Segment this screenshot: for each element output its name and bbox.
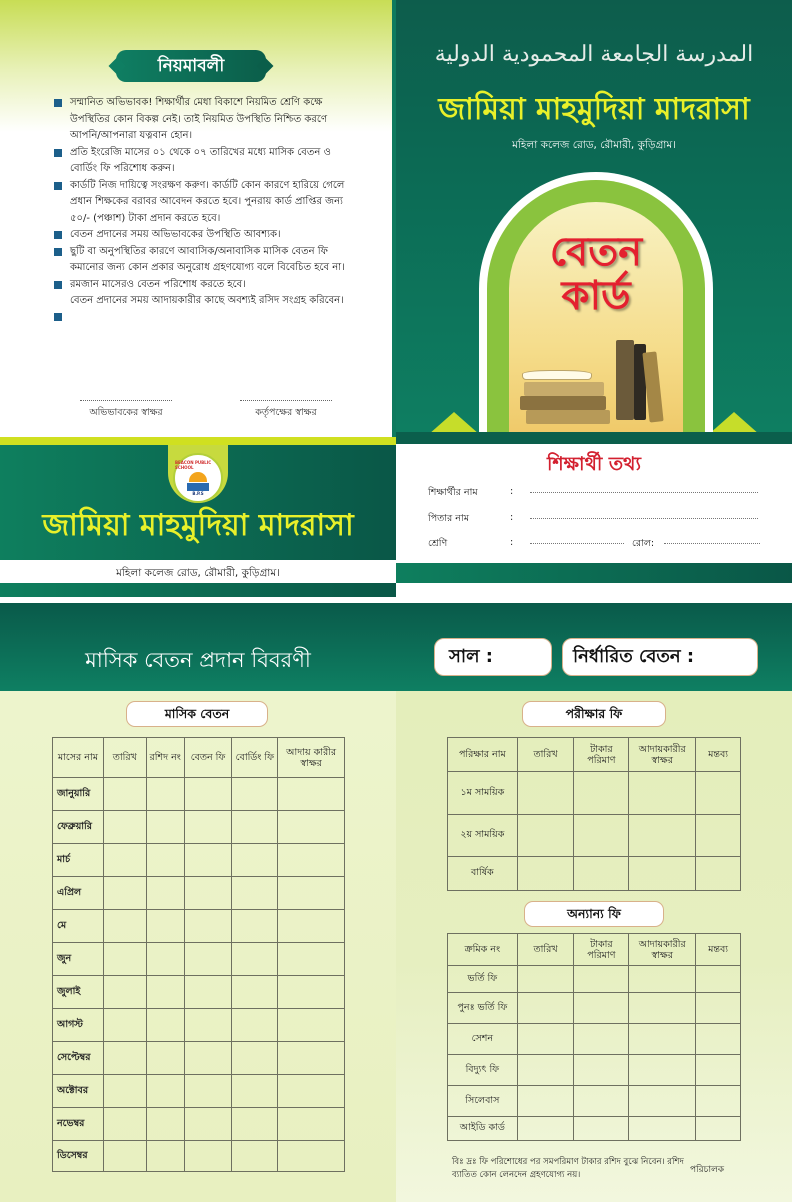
column-header: মন্তব্য <box>696 738 741 772</box>
rule-item: প্রতি ইংরেজি মাসের ০১ থেকে ০৭ তারিখের মধ্যে মাসিক বেতন ও বোর্ডিং ফি পরিশোধ করুন। <box>54 145 346 178</box>
colon: : <box>510 537 514 548</box>
table-row: পুনঃ ভর্তি ফি <box>448 993 741 1024</box>
column-header: পরিক্ষার নাম <box>448 738 518 772</box>
cover-ribbon-band <box>396 432 792 444</box>
column-header: বোর্ডিং ফি <box>232 738 278 778</box>
year-field[interactable]: সাল : <box>434 638 552 676</box>
father-name-label: পিতার নাম <box>428 513 469 524</box>
table-row: জুলাই <box>53 976 345 1009</box>
table-row: এপ্রিল <box>53 877 345 910</box>
bottom-strip-left <box>0 583 396 597</box>
bottom-strip-right <box>396 563 792 583</box>
monthly-salary-table <box>52 737 345 1172</box>
rule-item: বেতন প্রদানের সময় অভিভাবকের উপস্থিতি আবশ্যক। <box>54 227 346 244</box>
class-field[interactable] <box>530 543 624 544</box>
column-header: তারিখ <box>517 934 574 966</box>
table-row: সেশন <box>448 1024 741 1055</box>
monthly-heading: মাসিক বেতন প্রদান বিবরণী <box>85 648 311 672</box>
column-header: তারিখ <box>103 738 146 778</box>
card-title: বেতন কার্ড <box>549 229 643 319</box>
table-row: মে <box>53 910 345 943</box>
books-icon <box>516 340 666 435</box>
colon: : <box>510 512 514 523</box>
column-header: রশিদ নং <box>146 738 184 778</box>
table-row: মার্চ <box>53 844 345 877</box>
table-row: আইডি কার্ড <box>448 1117 741 1141</box>
column-header: টাকার পরিমাণ <box>574 738 629 772</box>
square-bullet-icon <box>54 313 62 321</box>
table-row: সেপ্টেম্বর <box>53 1042 345 1075</box>
column-header: বেতন ফি <box>184 738 232 778</box>
table-row: ১ম সাময়িক <box>448 772 741 815</box>
school-address-back: মহিলা কলেজ রোড, রৌমারী, কুড়িগ্রাম। <box>0 563 396 583</box>
square-bullet-icon <box>54 99 62 107</box>
school-logo <box>173 453 223 503</box>
student-name-label: শিক্ষার্থীর নাম <box>428 487 478 498</box>
table-row: ডিসেম্বর <box>53 1141 345 1172</box>
roll-field[interactable] <box>664 543 760 544</box>
column-header: টাকার পরিমাণ <box>574 934 629 966</box>
director-signature-label: পরিচালক <box>690 1165 725 1175</box>
monthly-section-label: মাসিক বেতন <box>126 701 268 727</box>
column-header: আদায় কারীর স্বাক্ষর <box>278 738 345 778</box>
other-fee-table <box>447 933 741 1141</box>
column-header: মাসের নাম <box>53 738 104 778</box>
student-name-field[interactable] <box>530 492 758 493</box>
table-row: জুন <box>53 943 345 976</box>
class-label: শ্রেণি <box>428 538 448 549</box>
school-name-back: জামিয়া মাহমুদিয়া মাদরাসা <box>42 508 354 543</box>
rule-item: কার্ডটি নিজ দায়িত্বে সংরক্ষণ করুণ। কার্ডটি কোন কারণে হারিয়ে গেলে প্রধান শিক্ষকের বরাবর আবেদন করতে হবে। পুনরায় কার্ড প্রাপ্তির জন্য ৫০/- (পঞ্চাশ) টাকা প্রদান করতে হবে। <box>54 178 346 228</box>
guardian-signature-line <box>80 400 172 401</box>
table-row: সিলেবাস <box>448 1086 741 1117</box>
other-fee-section-label: অন্যান্য ফি <box>524 901 664 927</box>
table-row: নভেম্বর <box>53 1108 345 1141</box>
square-bullet-icon <box>54 182 62 190</box>
column-header: ক্রমিক নং <box>448 934 518 966</box>
table-row: ভর্তি ফি <box>448 966 741 993</box>
guardian-signature-label: অভিভাবকের স্বাক্ষর <box>89 407 163 418</box>
table-row: জানুয়ারি <box>53 778 345 811</box>
table-row: বার্ষিক <box>448 857 741 891</box>
fixed-salary-field[interactable]: নির্ধারিত বেতন : <box>562 638 758 676</box>
authority-signature-label: কর্তৃপক্ষের স্বাক্ষর <box>255 407 317 418</box>
footer-note: বিঃ দ্রঃ ফি পরিশোধের পর সমপরিমাণ টাকার রশিদ বুঝে নিবেন। রশিদ ব্যাতিত কোন লেনদেন গ্রহণযোগ্য নয়। <box>452 1157 684 1180</box>
rule-item: বেতন প্রদানের সময় আদায়কারীর কাছে অবশ্যই রসিদ সংগ্রহ করিবেন। <box>54 293 346 310</box>
rule-item: সম্মানিত অভিভাবক! শিক্ষার্থীর মেধা বিকাশে নিয়মিত শ্রেণি কক্ষে উপস্থিতির কোন বিকল্প নেই। তাই নিয়মিত উপস্থিতি নিশ্চিত করণে আপনি/আপনারা যত্নবান হোন। <box>54 95 346 145</box>
banner-yellow-stripe <box>0 437 396 445</box>
column-header: মন্তব্য <box>696 934 741 966</box>
square-bullet-icon <box>54 248 62 256</box>
school-name-cover: জামিয়া মাহমুদিয়া মাদরাসা <box>438 92 750 127</box>
logo-abbr: B.P.S <box>192 491 204 496</box>
rules-list <box>54 95 346 310</box>
colon: : <box>510 486 514 497</box>
exam-fee-section-label: পরীক্ষার ফি <box>522 701 666 727</box>
sun-icon <box>189 472 207 482</box>
column-header: আদায়কারীর স্বাক্ষর <box>629 934 696 966</box>
book-icon <box>187 483 209 491</box>
authority-signature-line <box>240 400 332 401</box>
square-bullet-icon <box>54 149 62 157</box>
table-row: বিদ্যুৎ ফি <box>448 1055 741 1086</box>
square-bullet-icon <box>54 231 62 239</box>
student-info-title: শিক্ষার্থী তথ্য <box>546 453 641 475</box>
table-row: ফেব্রুয়ারি <box>53 811 345 844</box>
logo-ring-text: BEACON PUBLIC SCHOOL <box>175 460 212 470</box>
table-row: আগস্ট <box>53 1009 345 1042</box>
table-row: ২য় সাময়িক <box>448 815 741 857</box>
column-header: তারিখ <box>517 738 574 772</box>
table-row: অক্টোবর <box>53 1075 345 1108</box>
arabic-school-name: المدرسة الجامعة المحمودية الدولية <box>434 42 754 67</box>
column-header: আদায়কারীর স্বাক্ষর <box>629 738 696 772</box>
rule-item: রমজান মাসেরও বেতন পরিশোধ করতে হবে। <box>54 277 346 294</box>
exam-fee-table <box>447 737 741 891</box>
school-address-cover: মহিলা কলেজ রোড, রৌমারী, কুড়িগ্রাম। <box>512 139 676 151</box>
rule-item: ছুটি বা অনুপস্থিতির কারণে আবাসিক/অনাবাসিক মাসিক বেতন ফি কমানোর জন্য কোন প্রকার অনুরোধ গ্রহণযোগ্য বলে বিবেচিত হবে না। <box>54 244 346 277</box>
roll-label: রোল: <box>632 538 655 549</box>
rules-title: নিয়মাবলী <box>116 50 266 82</box>
square-bullet-icon <box>54 281 62 289</box>
father-name-field[interactable] <box>530 518 758 519</box>
